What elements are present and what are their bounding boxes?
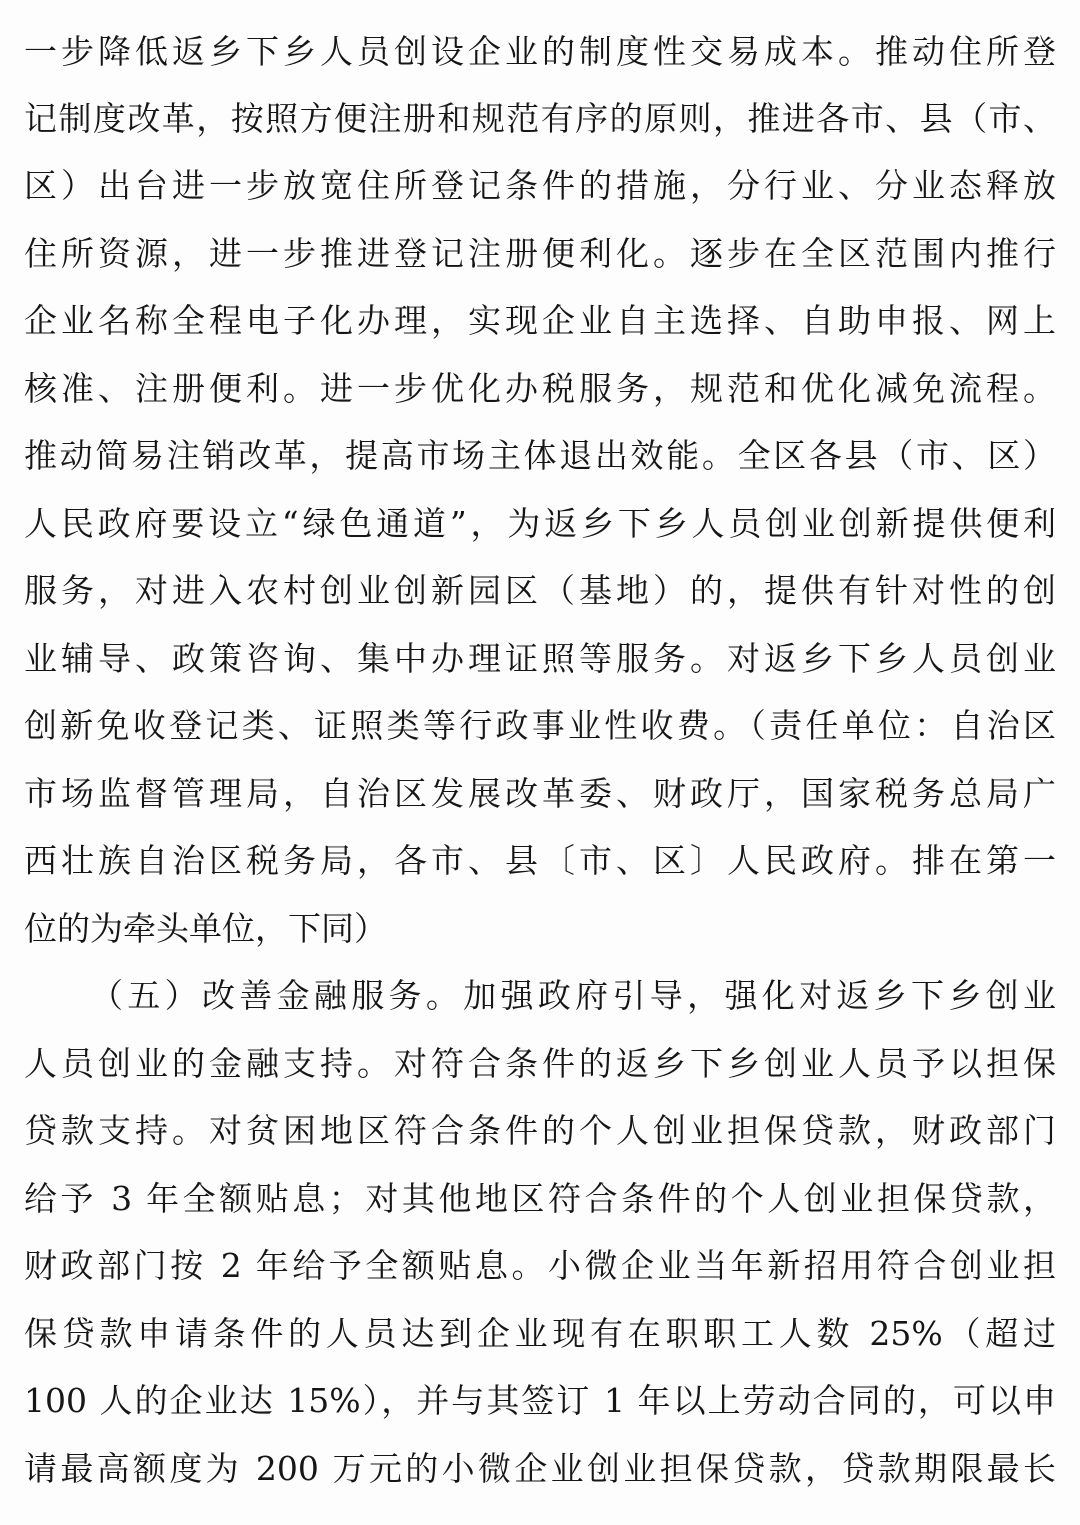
text-line-19: 财政部门按 2 年给予全额贴息。小微企业当年新招用符合创业担 bbox=[24, 1246, 1056, 1285]
text-line-4: 住所资源，进一步推进登记注册便利化。逐步在全区范围内推行 bbox=[24, 234, 1056, 273]
text-line-2: 记制度改革，按照方便注册和规范有序的原则，推进各市、县（市、 bbox=[24, 99, 1056, 138]
text-line-12: 市场监督管理局，自治区发展改革委、财政厅，国家税务总局广 bbox=[24, 774, 1056, 813]
text-line-9: 服务，对进入农村创业创新园区（基地）的，提供有针对性的创 bbox=[24, 571, 1056, 610]
text-line-18: 给予 3 年全额贴息；对其他地区符合条件的个人创业担保贷款， bbox=[24, 1179, 1056, 1218]
text-line-7: 推动简易注销改革，提高市场主体退出效能。全区各县（市、区） bbox=[24, 436, 1056, 475]
text-line-13: 西壮族自治区税务局，各市、县〔市、区〕人民政府。排在第一 bbox=[24, 841, 1056, 880]
text-line-3: 区）出台进一步放宽住所登记条件的措施，分行业、分业态释放 bbox=[24, 166, 1056, 205]
text-line-14-paragraph-end: 位的为牵头单位，下同） bbox=[24, 909, 387, 948]
text-line-10: 业辅导、政策咨询、集中办理证照等服务。对返乡下乡人员创业 bbox=[24, 639, 1056, 678]
text-line-6: 核准、注册便利。进一步优化办税服务，规范和优化减免流程。 bbox=[24, 369, 1056, 408]
text-line-17: 贷款支持。对贫困地区符合条件的个人创业担保贷款，财政部门 bbox=[24, 1111, 1056, 1150]
text-line-8: 人民政府要设立“绿色通道”，为返乡下乡人员创业创新提供便利 bbox=[24, 504, 1056, 543]
text-line-1: 一步降低返乡下乡人员创设企业的制度性交易成本。推动住所登 bbox=[24, 32, 1056, 71]
text-line-21: 100 人的企业达 15%），并与其签订 1 年以上劳动合同的，可以申 bbox=[24, 1381, 1056, 1420]
text-line-11: 创新免收登记类、证照类等行政事业性收费。（责任单位：自治区 bbox=[24, 706, 1056, 745]
text-line-20: 保贷款申请条件的人员达到企业现有在职职工人数 25%（超过 bbox=[24, 1314, 1056, 1353]
text-line-16: 人员创业的金融支持。对符合条件的返乡下乡创业人员予以担保 bbox=[24, 1044, 1056, 1083]
section-heading-line: （五）改善金融服务。加强政府引导，强化对返乡下乡创业 bbox=[90, 976, 1056, 1015]
text-line-22: 请最高额度为 200 万元的小微企业创业担保贷款，贷款期限最长 bbox=[24, 1449, 1056, 1488]
text-line-5: 企业名称全程电子化办理，实现企业自主选择、自助申报、网上 bbox=[24, 301, 1056, 340]
